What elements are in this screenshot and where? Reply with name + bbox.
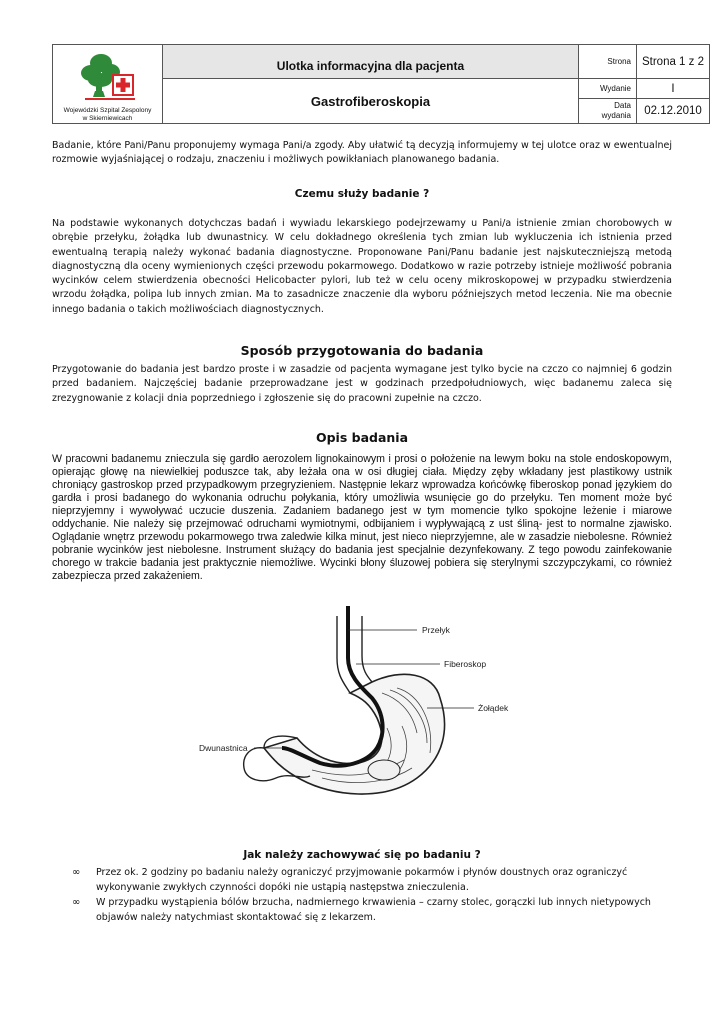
after-care-list xyxy=(52,866,692,926)
date-label-line2: wydania xyxy=(601,111,631,120)
hospital-logo-cell xyxy=(53,45,163,123)
edition-label: Wydanie xyxy=(579,79,637,99)
page-value: Strona 1 z 2 xyxy=(637,45,709,79)
section-description-text: W pracowni badanemu znieczula się gardło aerozolem lignokainowym i prosi o położenie na lewym boku na stole endoskopowym, opierając głowę na niewielkiej poduszce tak, aby leżała ona w osi długiej ciała. Między zęby wkładany jest plastikowy ustnik chroniący gastroskop przed przypadkowym przegryzieniem. Następnie lekarz wprowadza końcówkę fiberoskop ponad językiem do gardła i prosi badanego do wykonania odruchu połykania, który umożliwia wsunięcie go do przełyku. Ten moment może być nieprzyjemny i wywoływać uczucie duszenia. Zadaniem badanego jest w tym momencie tylko spokojne leżenie i miarowe oddychanie. Nie należy się przejmować odruchami wymiotnymi, odbijaniem i wypływającą z ust śliną- jest to normalne zjawisko. Oglądanie wnętrz przewodu pokarmowego trwa zaledwie kilka minut, jest nieco nieprzyjemne, ale w zasadzie niebolesne. Również pobranie wycinków jest niebolesne. Instrument służący do badania jest specjalnie dezynfekowany. Z tego powodu zainfekowanie chorego w trakcie badania jest praktycznie niemożliwe. Wycinki błony śluzowej pobiera się sterylnymi szczypczykami, co również zabezpiecza przed zakażeniem. xyxy=(52,453,672,582)
section-purpose-text: Na podstawie wykonanych dotychczas badań i wywiadu lekarskiego podejrzewamy u Pani/a istnienie zmian chorobowych w obrębie przełyku, żołądka lub dwunastnicy. W celu dokładnego określenia tych zmian lub wykluczenia ich istnienia przed ewentualną terapią należy wykonać badania diagnostyczne. Proponowane Pani/Panu badanie jest najskuteczniejszą metodą diagnostyczną dla oceny wymienionych części przewodu pokarmowego. Dodatkowo w razie potrzeby istnieje możliwość pobrania wycinków celem stwierdzenia obecności Helicobacter pylori, lub też w celu oceny mikroskopowej w przypadku stwierdzenia wrzodu żołądka, polipa lub innych zmian. Ma to zasadnicze znaczenie dla wyboru późniejszych metod leczenia. Nie ma obecnie innego badania o takich możliwościach diagnostycznych. xyxy=(52,218,672,315)
edition-value: I xyxy=(637,79,709,99)
procedure-title: Gastrofiberoskopia xyxy=(163,79,579,123)
label-fiberoscope: Fiberoskop xyxy=(444,659,487,669)
hospital-name-line2: w Skierniewicach xyxy=(82,115,133,122)
label-esophagus: Przełyk xyxy=(422,625,450,635)
date-label-line1: Data xyxy=(614,101,631,110)
infinity-bullet-icon: ∞ xyxy=(72,897,81,908)
list-item xyxy=(52,866,692,895)
section-heading-purpose: Czemu służy badanie ? xyxy=(294,188,430,200)
list-item-text: Przez ok. 2 godziny po badaniu należy ograniczyć przyjmowanie pokarmów i płynów doustnych oraz ograniczyć wykonywanie zwykłych czynności dopóki nie ustąpią następstwa znieczulenia. xyxy=(96,867,628,893)
hospital-name xyxy=(53,107,162,123)
hospital-name-line1: Wojewódzki Szpital Zespolony xyxy=(63,107,152,114)
infinity-bullet-icon: ∞ xyxy=(72,867,81,878)
section-preparation-text: Przygotowanie do badania jest bardzo proste i w zasadzie od pacjenta wymagane jest tylko bycie na czczo co najmniej 6 godzin przed badaniem. Najczęściej badanie przeprowadzane jest w godzinach przedpołudniowych, więc badanemu zaleca się zrezygnowanie z kolacji dnia poprzedniego i zgłoszenie się do pracowni zupełnie na czczo. xyxy=(52,364,672,404)
date-label xyxy=(579,99,637,123)
label-stomach: Żołądek xyxy=(478,703,509,713)
intro-paragraph: Badanie, które Pani/Panu proponujemy wymaga Pani/a zgody. Aby ułatwić tą decyzją informujemy w tej ulotce oraz w ewentualnej rozmowie wyjaśniającej o rodzaju, znaczeniu i możliwych powikłaniach planowanego badania. xyxy=(52,140,672,166)
hospital-logo-icon xyxy=(53,45,163,107)
stomach-diagram xyxy=(172,598,552,812)
section-heading-after: Jak należy zachowywać się po badaniu ? xyxy=(243,849,481,861)
list-item xyxy=(52,896,692,925)
leaflet-title: Ulotka informacyjna dla pacjenta xyxy=(163,45,579,79)
section-heading-description: Opis badania xyxy=(315,430,409,445)
list-item-text: W przypadku wystąpienia bólów brzucha, nadmiernego krwawienia – czarny stolec, gorączki lub innych nietypowych objawów należy natychmiast skontaktować się z lekarzem. xyxy=(96,897,651,923)
label-duodenum: Dwunastnica xyxy=(199,743,248,753)
date-value: 02.12.2010 xyxy=(644,105,702,117)
page-label: Strona xyxy=(579,45,637,79)
document-header xyxy=(52,44,710,124)
section-heading-preparation: Sposób przygotowania do badania xyxy=(240,343,484,358)
